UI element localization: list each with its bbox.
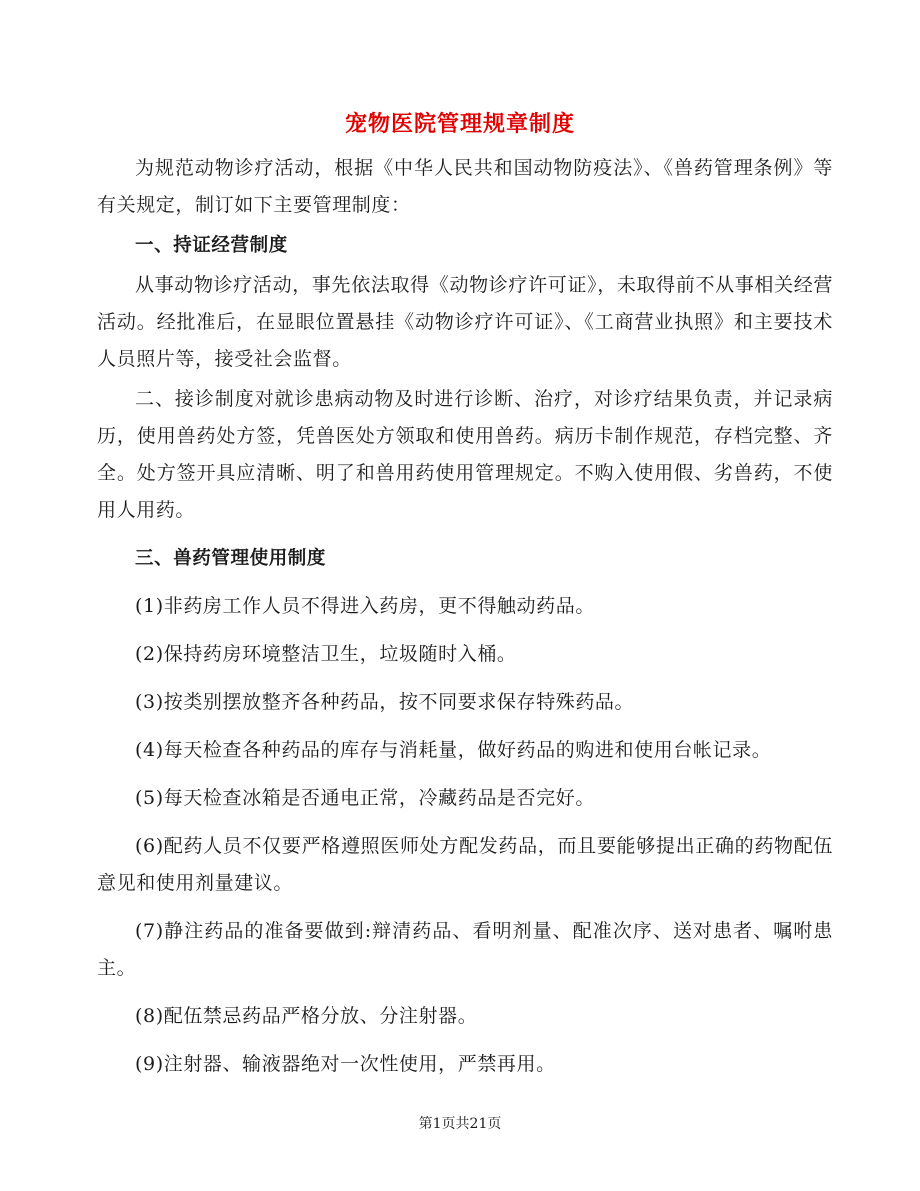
intro-paragraph: 为规范动物诊疗活动，根据《中华人民共和国动物防疫法》、《兽药管理条例》等有关规定，制订如下主要管理制度： <box>97 157 833 216</box>
list-item: (5)每天检查冰箱是否通电正常，冷藏药品是否完好。 <box>135 787 595 809</box>
list-item: (4)每天检查各种药品的库存与消耗量，做好药品的购进和使用台帐记录。 <box>135 739 772 761</box>
page-number: 第1页共21页 <box>418 1116 502 1132</box>
list-item: (9)注射器、输液器绝对一次性使用，严禁再用。 <box>135 1053 556 1075</box>
list-item: (2)保持药房环境整洁卫生，垃圾随时入桶。 <box>135 643 517 665</box>
list-item: (8)配伍禁忌药品严格分放、分注射器。 <box>135 1005 478 1027</box>
list-item: (6)配药人员不仅要严格遵照医师处方配发药品，而且要能够提出正确的药物配伍意见和使用剂量建议。 <box>97 835 833 894</box>
section-heading-license: 一、持证经营制度 <box>135 235 288 256</box>
page-title: 宠物医院管理规章制度 <box>344 111 575 137</box>
list-item: (3)按类别摆放整齐各种药品，按不同要求保存特殊药品。 <box>135 691 635 713</box>
reception-paragraph: 二、接诊制度对就诊患病动物及时进行诊断、治疗，对诊疗结果负责，并记录病历，使用兽药处方签，凭兽医处方领取和使用兽药。病历卡制作规范，存档完整、齐全。处方签开具应清晰、明了和兽用药使用管理规定。不购入使用假、劣兽药，不使用人用药。 <box>97 388 833 521</box>
license-paragraph: 从事动物诊疗活动，事先依法取得《动物诊疗许可证》，未取得前不从事相关经营活动。经批准后，在显眼位置悬挂《动物诊疗许可证》、《工商营业执照》和主要技术人员照片等，接受社会监督。 <box>97 274 833 370</box>
list-item: (1)非药房工作人员不得进入药房，更不得触动药品。 <box>135 595 595 617</box>
document-body <box>97 150 833 1086</box>
section-heading-drug-management: 三、兽药管理使用制度 <box>135 548 327 569</box>
list-item: (7)静注药品的准备要做到:辩清药品、看明剂量、配准次序、送对患者、嘱咐患主。 <box>97 920 833 979</box>
